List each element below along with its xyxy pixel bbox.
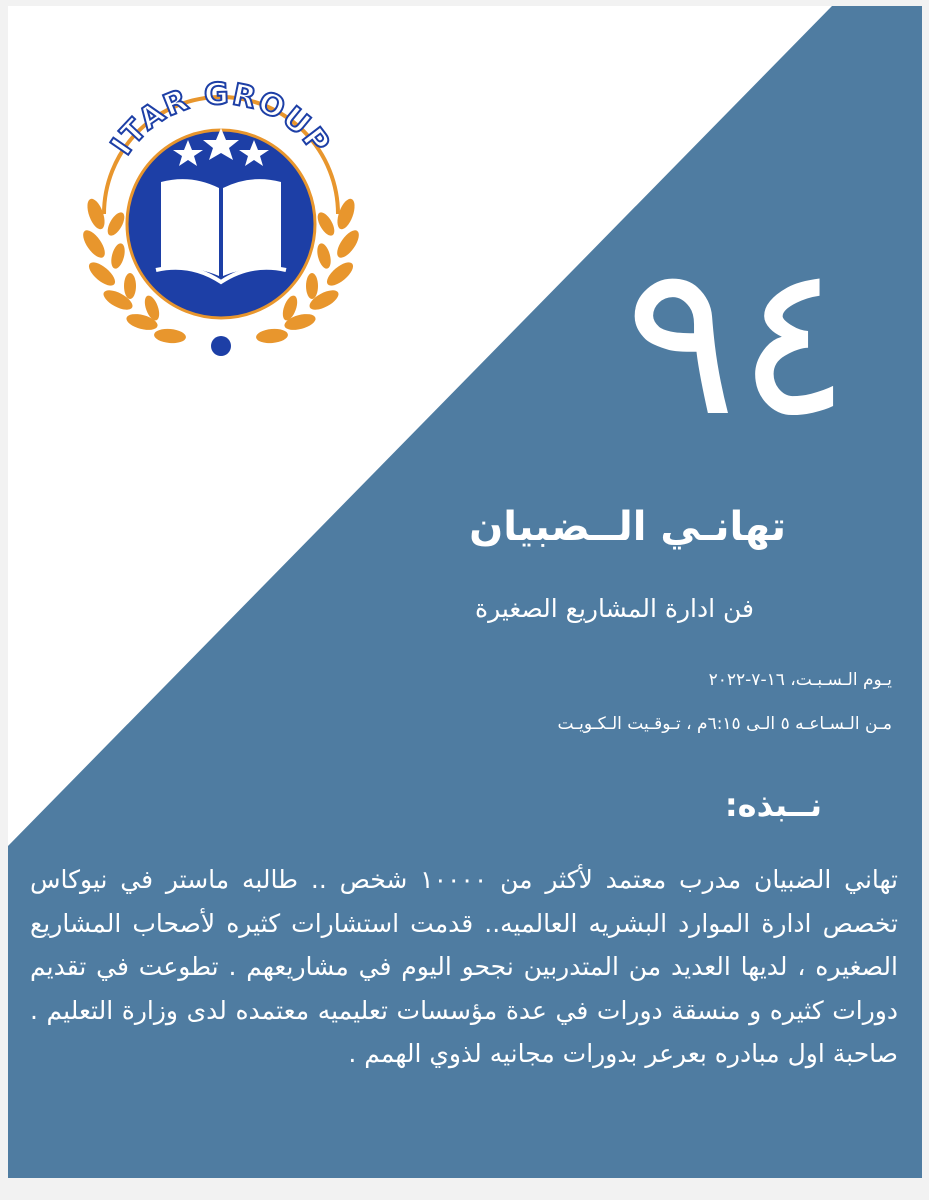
logo-arc-text: ITAR GROUP xyxy=(104,76,338,162)
date-line: يـوم الـسـبـت، ١٦-٧-٢٠٢٢ xyxy=(708,670,892,690)
episode-number: ٩٤ xyxy=(624,218,850,463)
open-book-icon xyxy=(156,179,286,282)
poster-page xyxy=(8,6,922,1178)
trainer-name: تهانـي الــضبيان xyxy=(469,504,786,550)
itar-group-logo xyxy=(66,64,376,364)
bio-heading: نــبذه: xyxy=(724,786,822,824)
course-title: فن ادارة المشاريع الصغيرة xyxy=(474,594,754,623)
logo-dot xyxy=(211,336,231,356)
bio-text: تهاني الضبيان مدرب معتمد لأكثر من ١٠٠٠٠ شخص .. طالبه ماستر في نيوكاس تخصص ادارة الموارد البشريه العالميه.. قدمت استشارات كثيره لأصحاب المشاريع الصغيره ، لديها العديد من المتدربين نجحو اليوم في مشاريعهم . تطوعت في تقديم دورات كثيره و منسقة دورات في عدة مؤسسات تعليميه معتمده لدى وزارة التعليم . صاحبة اول مبادره بعرعر بدورات مجانيه لذوي الهمم . xyxy=(30,865,899,1068)
time-line: مـن الـسـاعـه ٥ الـى ٦:١٥م ، تـوقـيت الـكـويـت xyxy=(557,714,892,734)
